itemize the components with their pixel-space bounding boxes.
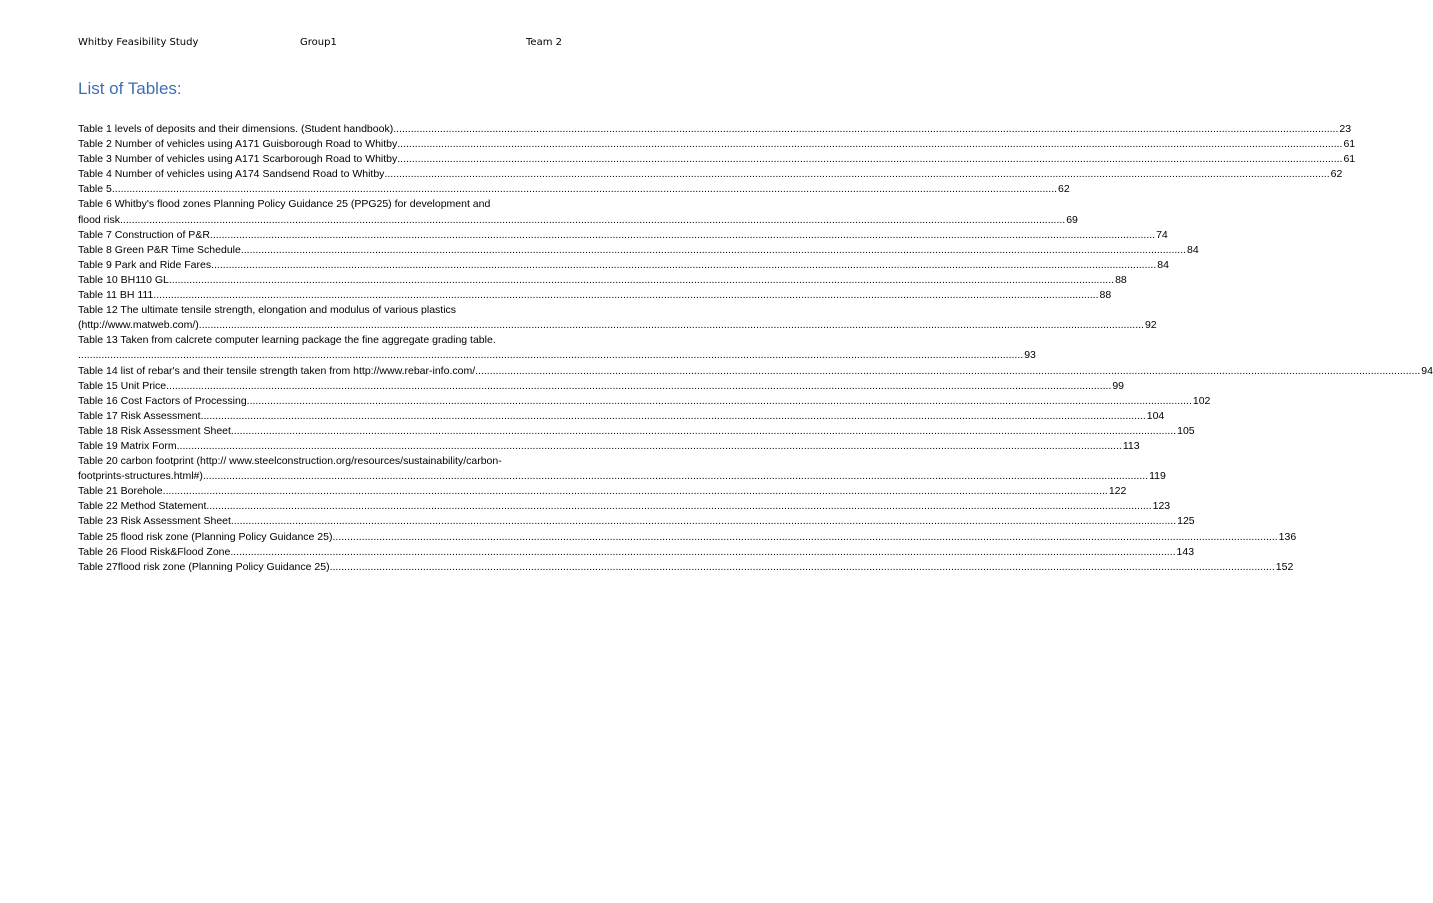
- toc-entry[interactable]: [78, 394, 1211, 409]
- toc-entry-text: Table 25 flood risk zone (Planning Policy Guidance 25): [78, 530, 333, 543]
- toc-page-number: 61: [1343, 138, 1356, 151]
- dot-leader: [206, 499, 1151, 514]
- toc-entry[interactable]: [78, 514, 1195, 529]
- toc-page-number: 102: [1192, 394, 1211, 407]
- dot-leader: [231, 424, 1176, 439]
- toc-entry[interactable]: [78, 288, 1112, 303]
- toc-entry-text: Table 23 Risk Assessment Sheet: [78, 515, 231, 528]
- toc-entry-text: Table 22 Method Statement: [78, 500, 207, 513]
- toc-entry[interactable]: [78, 273, 1127, 288]
- toc-entry-text: Table 26 Flood Risk&Flood Zone: [78, 545, 231, 558]
- toc-entry-line: [78, 409, 1165, 424]
- dot-leader: [332, 530, 1277, 545]
- header-team: Team 2: [526, 37, 562, 48]
- toc-entry-line: [78, 545, 1195, 560]
- dot-leader: [112, 182, 1057, 197]
- toc-entry[interactable]: [78, 152, 1356, 167]
- toc-page-number: 99: [1112, 379, 1125, 392]
- toc-page-number: 119: [1149, 470, 1166, 483]
- toc-entry[interactable]: [78, 424, 1195, 439]
- toc-entry-line: [78, 484, 1127, 499]
- dot-leader: [203, 469, 1148, 484]
- toc-entry[interactable]: [78, 364, 1433, 379]
- toc-page-number: 143: [1176, 545, 1195, 558]
- dot-leader: [393, 122, 1338, 137]
- toc-entry-line: [78, 273, 1127, 288]
- toc-entry-line: [78, 424, 1195, 439]
- toc-page-number: 104: [1146, 409, 1165, 422]
- toc-entry-text: Table 16 Cost Factors of Processing: [78, 394, 247, 407]
- toc-entry-line: [78, 318, 1157, 333]
- toc-page-number: 152: [1275, 560, 1294, 573]
- toc-entry-text: Table 18 Risk Assessment Sheet: [78, 424, 231, 437]
- toc-page-number: 92: [1144, 319, 1157, 332]
- toc-entry-text: footprints-structures.html#): [78, 470, 203, 483]
- header-group: Group1: [300, 37, 337, 48]
- toc-entry-line: [78, 182, 1070, 197]
- toc-entry-line: [78, 348, 1036, 363]
- dot-leader: [166, 379, 1111, 394]
- toc-entry-text: Table 10 BH110 GL: [78, 273, 169, 286]
- toc-page-number: 136: [1278, 530, 1297, 543]
- dot-leader: [330, 560, 1275, 575]
- toc-entry-line: [78, 530, 1297, 545]
- toc-entry-line: [78, 499, 1171, 514]
- toc-page-number: 62: [1058, 183, 1070, 196]
- toc-page-number: 84: [1157, 258, 1169, 271]
- toc-entry-line: [78, 469, 1166, 484]
- toc-entry-text: Table 13 Taken from calcrete computer learning package the fine aggregate grading table.: [78, 334, 496, 347]
- toc-page-number: 74: [1156, 228, 1168, 241]
- toc-entry[interactable]: [78, 545, 1195, 560]
- toc-page-number: 62: [1330, 168, 1343, 181]
- toc-entry-text: Table 14 list of rebar's and their tensile strength taken from http://www.rebar-info.com/: [78, 364, 476, 377]
- toc-entry-text: Table 1 levels of deposits and their dimensions. (Student handbook): [78, 123, 394, 135]
- toc-entry[interactable]: [78, 379, 1125, 394]
- toc-page-number: 105: [1177, 424, 1195, 437]
- toc-entry-text: Table 4 Number of vehicles using A174 Sandsend Road to Whitby: [78, 168, 385, 181]
- toc-entry-line: [78, 243, 1199, 258]
- toc-entry-line: [78, 258, 1169, 273]
- toc-entry-line: [78, 167, 1343, 182]
- list-of-tables-heading: List of Tables:: [78, 79, 182, 98]
- toc-entry-text: Table 17 Risk Assessment: [78, 409, 201, 422]
- toc-entry[interactable]: [78, 122, 1352, 137]
- toc-page-number: 88: [1115, 273, 1127, 286]
- toc-page-number: 125: [1177, 515, 1195, 528]
- dot-leader: [397, 137, 1342, 152]
- toc-entry[interactable]: [78, 484, 1127, 499]
- toc-entry-text: Table 9 Park and Ride Fares: [78, 258, 212, 271]
- toc-entry[interactable]: [78, 333, 1036, 363]
- toc-entry-text: Table 21 Borehole: [78, 485, 163, 498]
- toc-page-number: 61: [1343, 153, 1356, 166]
- dot-leader: [153, 288, 1098, 303]
- dot-leader: [199, 318, 1144, 333]
- toc-entry-text: Table 2 Number of vehicles using A171 Guisborough Road to Whitby: [78, 138, 398, 151]
- toc-entry-text: Table 20 carbon footprint (http:// www.steelconstruction.org/resources/sustainability/carbon-: [78, 455, 502, 468]
- dot-leader: [247, 394, 1192, 409]
- dot-leader: [120, 213, 1065, 228]
- toc-entry-text: Table 8 Green P&R Time Schedule: [78, 243, 241, 256]
- toc-entry-text: (http://www.matweb.com/): [78, 319, 199, 332]
- toc-entry[interactable]: [78, 439, 1140, 454]
- toc-entry[interactable]: [78, 303, 1157, 333]
- toc-page-number: 122: [1108, 485, 1127, 498]
- page-header: [78, 37, 562, 51]
- toc-page-number: 69: [1066, 213, 1078, 226]
- toc-entry[interactable]: [78, 258, 1169, 273]
- dot-leader: [241, 243, 1186, 258]
- toc-entry-line: [78, 514, 1195, 529]
- toc-entry[interactable]: [78, 137, 1356, 152]
- toc-entry-text: Table 11 BH 111: [78, 289, 154, 302]
- toc-entry-line: [78, 379, 1125, 394]
- toc-entry[interactable]: [78, 167, 1343, 182]
- toc-entry[interactable]: [78, 530, 1297, 545]
- toc-entry[interactable]: [78, 228, 1168, 243]
- dot-leader: [384, 167, 1329, 182]
- toc-entry-text: Table 12 The ultimate tensile strength, elongation and modulus of various plastics: [78, 304, 457, 317]
- toc-entry-line: [78, 288, 1112, 303]
- dot-leader: [163, 484, 1108, 499]
- toc-entry-line: [78, 122, 1352, 137]
- toc-page-number: 94: [1421, 364, 1433, 377]
- toc-entry-line: [78, 137, 1356, 152]
- toc-entry-text: Table 19 Matrix Form: [78, 439, 177, 452]
- toc-entry[interactable]: [78, 182, 1070, 197]
- dot-leader: [397, 152, 1342, 167]
- toc-entry[interactable]: [78, 197, 1078, 227]
- dot-leader: [211, 258, 1156, 273]
- toc-page-number: 113: [1122, 439, 1140, 452]
- toc-entry-text: flood risk: [78, 213, 121, 226]
- toc-entry-line: [78, 152, 1356, 167]
- toc-entry-text: Table 6 Whitby's flood zones Planning Policy Guidance 25 (PPG25) for development and: [78, 198, 491, 211]
- toc-entry-text: Table 27flood risk zone (Planning Policy Guidance 25): [78, 560, 330, 573]
- toc-page-number: 23: [1339, 123, 1352, 135]
- dot-leader: [230, 545, 1175, 560]
- toc-entry-line: [78, 228, 1168, 243]
- header-document-title: Whitby Feasibility Study: [78, 37, 199, 48]
- toc-entry[interactable]: [78, 243, 1199, 258]
- list-of-tables: [78, 122, 1433, 575]
- dot-leader: [78, 348, 1023, 363]
- toc-entry-text: Table 15 Unit Price: [78, 379, 167, 392]
- toc-entry[interactable]: [78, 454, 1166, 484]
- toc-page-number: 88: [1099, 289, 1112, 302]
- dot-leader: [201, 409, 1146, 424]
- dot-leader: [169, 273, 1114, 288]
- dot-leader: [231, 514, 1176, 529]
- toc-entry-line: [78, 439, 1140, 454]
- toc-page-number: 123: [1152, 500, 1171, 513]
- toc-entry-text: Table 3 Number of vehicles using A171 Scarborough Road to Whitby: [78, 153, 398, 166]
- toc-entry-text: Table 5: [78, 183, 112, 196]
- toc-entry[interactable]: [78, 409, 1165, 424]
- toc-page-number: 93: [1024, 349, 1036, 362]
- toc-entry-line: [78, 560, 1294, 575]
- toc-entry-line: [78, 364, 1433, 379]
- toc-entry[interactable]: [78, 499, 1171, 514]
- dot-leader: [475, 364, 1420, 379]
- toc-entry[interactable]: [78, 560, 1294, 575]
- toc-page-number: 84: [1187, 243, 1199, 256]
- toc-entry-line: [78, 213, 1078, 228]
- dot-leader: [177, 439, 1122, 454]
- dot-leader: [210, 228, 1155, 243]
- toc-entry-text: Table 7 Construction of P&R: [78, 228, 210, 241]
- toc-entry-line: [78, 394, 1211, 409]
